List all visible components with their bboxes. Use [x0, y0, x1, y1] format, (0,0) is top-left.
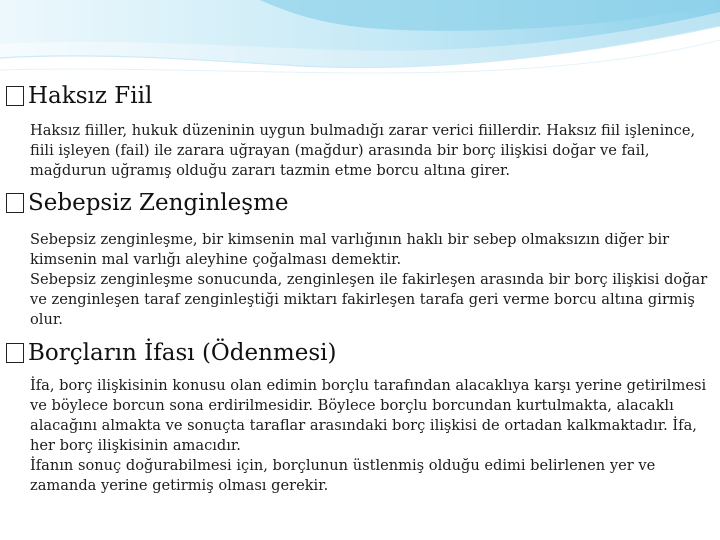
section-body: [30, 230, 714, 330]
decorative-header-band: [0, 0, 720, 78]
section-body: [30, 121, 714, 181]
section-heading: [6, 83, 152, 109]
paragraph: İfa, borç ilişkisinin konusu olan edimin borçlu tarafından alacaklıya karşı yerine getirilmesi ve böylece borcun sona erdirilmesidir. Böylece borçlu borcundan kurtulmakta, alacaklı alacağını almakta ve sonuçta taraflar arasındaki borç ilişkisi de ortadan kalkmaktadır. İfa, her borç ilişkisinin amacıdır.: [30, 377, 707, 454]
section-heading-text: Borçların İfası (Ödenmesi): [28, 340, 337, 366]
square-bullet-icon: [6, 343, 24, 363]
section-heading: [6, 190, 289, 216]
paragraph: Haksız fiiller, hukuk düzeninin uygun bulmadığı zarar verici fiillerdir. Haksız fiil işlenince, fiili işleyen (fail) ile zarara uğrayan (mağdur) arasında bir borç ilişkisi doğar ve fail, mağdurun uğramış olduğu zararı tazmin etme borcu altına girer.: [30, 122, 696, 179]
paragraph: İfanın sonuç doğurabilmesi için, borçlunun üstlenmiş olduğu edimi belirlenen yer ve zamanda yerine getirmiş olması gerekir.: [30, 457, 656, 494]
section-heading: [6, 340, 336, 366]
section-body: [30, 376, 714, 496]
section-heading-text: Haksız Fiil: [28, 83, 153, 109]
square-bullet-icon: [6, 193, 24, 213]
square-bullet-icon: [6, 86, 24, 106]
section-heading-text: Sebepsiz Zenginleşme: [28, 190, 289, 216]
paragraph: Sebepsiz zenginleşme sonucunda, zenginleşen ile fakirleşen arasında bir borç ilişkisi doğar ve zenginleşen taraf zenginleştiği miktarı fakirleşen tarafa geri verme borcu altına girmiş olur.: [30, 271, 708, 328]
paragraph: Sebepsiz zenginleşme, bir kimsenin mal varlığının haklı bir sebep olmaksızın diğer bir kimsenin mal varlığı aleyhine çoğalması demektir.: [30, 231, 670, 268]
